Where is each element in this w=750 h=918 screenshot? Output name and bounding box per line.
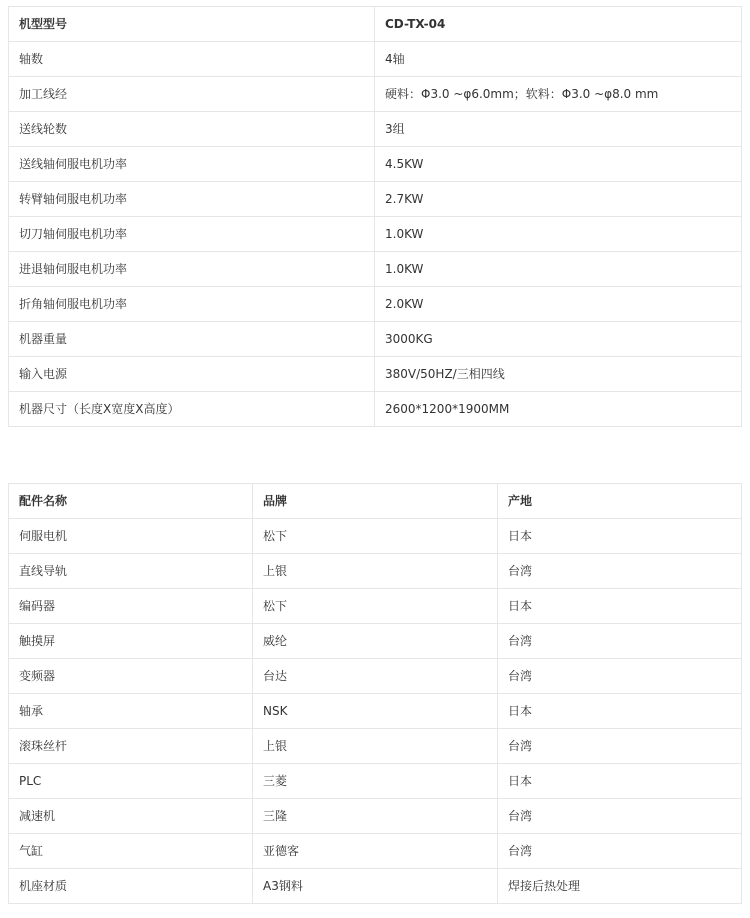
part-name: 触摸屏 bbox=[9, 624, 253, 659]
spec-row bbox=[9, 287, 742, 322]
part-brand: 三隆 bbox=[253, 799, 498, 834]
part-origin: 日本 bbox=[498, 764, 742, 799]
spec-row bbox=[9, 42, 742, 77]
part-brand: A3钢料 bbox=[253, 869, 498, 904]
spec-label: 送线轮数 bbox=[9, 112, 375, 147]
spec-row bbox=[9, 392, 742, 427]
part-origin: 日本 bbox=[498, 589, 742, 624]
spec-row bbox=[9, 182, 742, 217]
spec-value: 4.5KW bbox=[375, 147, 742, 182]
parts-row bbox=[9, 519, 742, 554]
part-brand: 威纶 bbox=[253, 624, 498, 659]
parts-header-origin: 产地 bbox=[498, 484, 742, 519]
spec-value: 1.0KW bbox=[375, 252, 742, 287]
spec-label: 加工线经 bbox=[9, 77, 375, 112]
spec-value: 1.0KW bbox=[375, 217, 742, 252]
part-name: 气缸 bbox=[9, 834, 253, 869]
parts-row bbox=[9, 729, 742, 764]
spec-value: 硬料：Φ3.0 ~φ6.0mm；软料：Φ3.0 ~φ8.0 mm bbox=[375, 77, 742, 112]
spec-row bbox=[9, 252, 742, 287]
spec-row bbox=[9, 357, 742, 392]
parts-row bbox=[9, 834, 742, 869]
part-brand: 松下 bbox=[253, 519, 498, 554]
part-brand: NSK bbox=[253, 694, 498, 729]
parts-row bbox=[9, 694, 742, 729]
spec-row bbox=[9, 147, 742, 182]
part-origin: 台湾 bbox=[498, 554, 742, 589]
part-brand: 上银 bbox=[253, 729, 498, 764]
part-name: 轴承 bbox=[9, 694, 253, 729]
spec-label: 折角轴伺服电机功率 bbox=[9, 287, 375, 322]
spec-label: 送线轴伺服电机功率 bbox=[9, 147, 375, 182]
part-origin: 日本 bbox=[498, 694, 742, 729]
parts-row bbox=[9, 589, 742, 624]
spec-label: 进退轴伺服电机功率 bbox=[9, 252, 375, 287]
spec-value: 3组 bbox=[375, 112, 742, 147]
spec-label: 转臂轴伺服电机功率 bbox=[9, 182, 375, 217]
spec-value: 4轴 bbox=[375, 42, 742, 77]
part-name: 伺服电机 bbox=[9, 519, 253, 554]
spec-value: 3000KG bbox=[375, 322, 742, 357]
part-brand: 上银 bbox=[253, 554, 498, 589]
parts-row bbox=[9, 764, 742, 799]
part-origin: 焊接后热处理 bbox=[498, 869, 742, 904]
spec-row bbox=[9, 77, 742, 112]
parts-header-brand: 品牌 bbox=[253, 484, 498, 519]
part-origin: 台湾 bbox=[498, 659, 742, 694]
part-name: 直线导轨 bbox=[9, 554, 253, 589]
spec-table-header-row bbox=[9, 7, 742, 42]
spec-value: 2.0KW bbox=[375, 287, 742, 322]
parts-header-part: 配件名称 bbox=[9, 484, 253, 519]
parts-table bbox=[8, 483, 742, 904]
spec-value: 2.7KW bbox=[375, 182, 742, 217]
part-origin: 日本 bbox=[498, 519, 742, 554]
spec-header-value: CD-TX-04 bbox=[375, 7, 742, 42]
part-name: 滚珠丝杆 bbox=[9, 729, 253, 764]
part-name: PLC bbox=[9, 764, 253, 799]
parts-row bbox=[9, 869, 742, 904]
part-name: 编码器 bbox=[9, 589, 253, 624]
part-origin: 台湾 bbox=[498, 729, 742, 764]
part-name: 机座材质 bbox=[9, 869, 253, 904]
part-origin: 台湾 bbox=[498, 624, 742, 659]
part-name: 减速机 bbox=[9, 799, 253, 834]
part-origin: 台湾 bbox=[498, 834, 742, 869]
spec-label: 机器重量 bbox=[9, 322, 375, 357]
part-brand: 松下 bbox=[253, 589, 498, 624]
parts-row bbox=[9, 554, 742, 589]
spec-label: 输入电源 bbox=[9, 357, 375, 392]
spec-label: 切刀轴伺服电机功率 bbox=[9, 217, 375, 252]
spec-row bbox=[9, 217, 742, 252]
spec-row bbox=[9, 112, 742, 147]
spec-label: 机器尺寸（长度X宽度X高度） bbox=[9, 392, 375, 427]
part-brand: 三菱 bbox=[253, 764, 498, 799]
spec-value: 380V/50HZ/三相四线 bbox=[375, 357, 742, 392]
parts-row bbox=[9, 659, 742, 694]
spec-value: 2600*1200*1900MM bbox=[375, 392, 742, 427]
spec-row bbox=[9, 322, 742, 357]
parts-row bbox=[9, 624, 742, 659]
part-brand: 台达 bbox=[253, 659, 498, 694]
part-origin: 台湾 bbox=[498, 799, 742, 834]
parts-row bbox=[9, 799, 742, 834]
spec-label: 轴数 bbox=[9, 42, 375, 77]
part-brand: 亚德客 bbox=[253, 834, 498, 869]
part-name: 变频器 bbox=[9, 659, 253, 694]
spec-table bbox=[8, 6, 742, 427]
spec-header-label: 机型型号 bbox=[9, 7, 375, 42]
parts-table-header-row bbox=[9, 484, 742, 519]
